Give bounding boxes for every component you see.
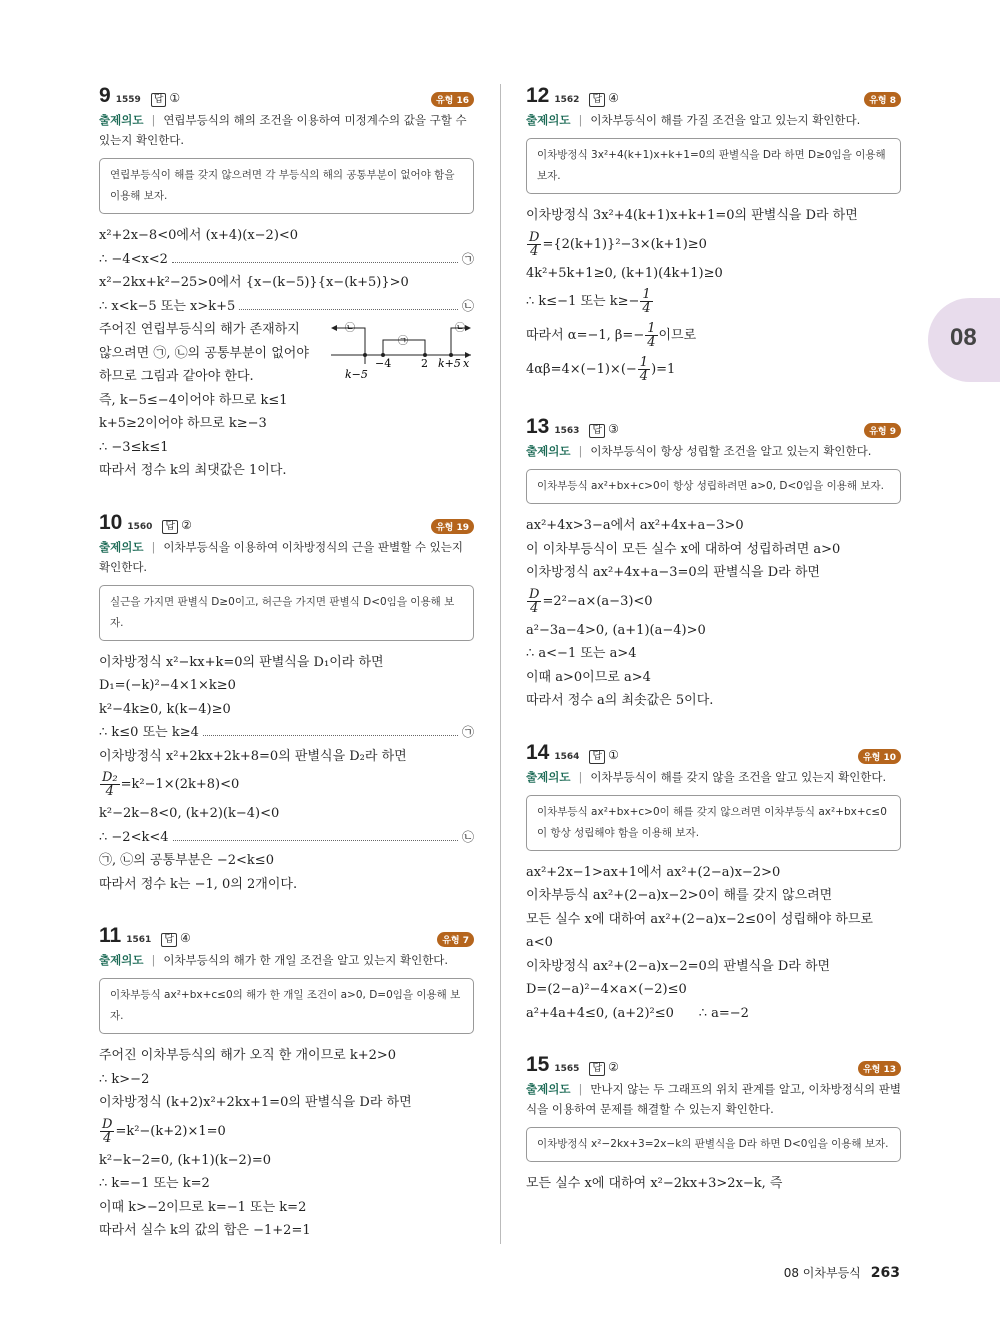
fraction: $\frac{D}{4}$ [529,229,540,259]
sol-line: ax²+2x−1>ax+1에서 ax²+(2−a)x−2>0 [526,864,781,880]
problem-15 [526,1053,901,1196]
problem-number: 9 [99,84,111,107]
fraction: $\frac{1}{4}$ [639,355,649,384]
type-badge: 유형 13 [858,1061,901,1076]
diagram-label: ㉡ [455,323,465,334]
answer-value: ④ [179,931,191,945]
sol-line: ∴ x<k−5 또는 x>k+5 ㉡ [99,295,474,319]
sol-line: 이때 a>0이므로 a>4 [526,669,651,685]
sol-line: 모든 실수 x에 대하여 x²−2kx+3>2x−k, 즉 [526,1176,783,1191]
sol-line: 따라서 α=−1, β=− $\frac{1}{4}$ 이므로 [526,321,697,350]
intent: 출제의도 | 이차부등식이 항상 성립할 조건을 알고 있는지 확인한다. [526,444,872,458]
circle-mark: ㉡ [461,298,474,313]
sol-line: 이차방정식 ax²+4x+a−3=0의 판별식을 D라 하면 [526,565,820,580]
diagram-label: ㉡ [345,323,355,334]
sol-line: $\frac{D}{4}$ ={2(k+1)}²−3×(k+1)≥0 [529,229,707,259]
sol-line: ∴ a<−1 또는 a>4 [526,646,637,661]
problem-id: 1560 [127,521,153,532]
hint-box: 실근을 가지면 판별식 D≥0이고, 허근을 가지면 판별식 D<0임을 이용해 보자. [99,585,474,641]
problem-header [526,1053,901,1079]
intent-text: 이차부등식의 해가 한 개일 조건을 알고 있는지 확인한다. [163,953,449,967]
intent: 출제의도 | 만나지 않는 두 그래프의 위치 관계를 알고, 이차방정식의 판별식을 이용하여 문제를 해결할 수 있는지 확인한다. [526,1082,901,1116]
sol-line: 즉, k−5≤−4이어야 하므로 k≤1 [99,392,288,408]
hint-box: 이차부등식 ax²+bx+c>0이 항상 성립하려면 a>0, D<0임을 이용해 보자. [526,469,901,504]
sol-line: a²−3a−4>0, (a+1)(a−4)>0 [526,622,706,638]
intent-text: 연립부등식의 해의 조건을 이용하여 미정계수의 값을 구할 수 있는지 확인한다. [99,113,467,147]
answer-mark: 답 [589,93,605,107]
problem-id: 1564 [554,751,580,762]
type-badge: 유형 10 [858,749,901,764]
problem-10 [99,511,474,897]
problem-header [526,741,901,767]
sol-line: 이때 k>−2이므로 k=−1 또는 k=2 [99,1199,307,1215]
tick-label: k+5 [438,357,461,370]
sol-line: $\frac{D}{4}$ =2²−a×(a−3)<0 [529,586,653,616]
intent-text: 이차부등식이 해를 가질 조건을 알고 있는지 확인한다. [590,113,861,127]
problem-header [99,84,474,110]
intent: 출제의도 | 이차부등식이 해를 갖지 않을 조건을 알고 있는지 확인한다. [526,769,887,784]
intent-text: 이차부등식이 해를 갖지 않을 조건을 알고 있는지 확인한다. [590,769,887,784]
problem-13 [526,415,901,713]
sol-line: 4k²+5k+1≥0, (k+1)(4k+1)≥0 [526,265,723,281]
page-number: 263 [870,1265,900,1281]
intent-label: 출제의도 [99,113,144,127]
sol-line: 따라서 정수 k의 최댓값은 1이다. [99,463,287,478]
intent: 출제의도 | 이차부등식을 이용하여 이차방정식의 근을 판별할 수 있는지 확인한다. [99,539,463,574]
problem-header [99,924,474,950]
sol-line: 이 이차부등식이 모든 실수 x에 대하여 성립하려면 a>0 [526,541,841,557]
problem-id: 1561 [126,935,152,945]
problem-id: 1563 [554,426,580,436]
intent-label: 출제의도 [526,113,571,127]
sol-line: k²−k−2=0, (k+1)(k−2)=0 [99,1152,271,1168]
chapter-title: 08 이차부등식 [783,1266,861,1280]
sol-line: 따라서 실수 k의 값의 합은 −1+2=1 [99,1223,311,1238]
problem-11 [99,924,474,1243]
sol-line: $\frac{D}{4}$ =k²−(k+2)×1=0 [102,1116,226,1146]
type-badge: 유형 16 [431,92,474,107]
problem-id: 1565 [554,1064,580,1074]
tick-label: k−5 [345,368,368,381]
problem-header [526,415,901,441]
answer-value: ① [169,91,181,105]
fraction: $\frac{\text{D₂}}{4}$ [102,770,118,799]
hint-box: 이차방정식 x²−2kx+3=2x−k의 판별식을 D라 하면 D<0임을 이용해 보자. [526,1127,901,1162]
problem-id: 1559 [115,95,141,105]
problem-number: 14 [526,740,550,764]
sol-line: ax²+4x>3−a에서 ax²+4x+a−3>0 [526,518,744,533]
sol-line: x²+2x−8<0에서 (x+4)(x−2)<0 [99,228,299,243]
problem-header [99,511,474,537]
type-badge: 유형 9 [864,423,901,438]
problem-number: 11 [99,924,122,947]
problem-12 [526,84,901,387]
hint-box: 연립부등식이 해를 갖지 않으려면 각 부등식의 해의 공통부분이 없어야 함을 이용해 보자. [99,158,474,214]
sol-line: a<0 [526,935,553,950]
type-badge: 유형 8 [864,92,901,107]
intent-text: 이차부등식을 이용하여 이차방정식의 근을 판별할 수 있는지 확인한다. [99,539,463,574]
answer-mark: 답 [589,750,605,764]
sol-line: 이차방정식 x²+2kx+2k+8=0의 판별식을 D₂라 하면 [99,748,407,764]
problem-number: 15 [526,1053,550,1076]
sol-line: 주어진 연립부등식의 해가 존재하지 [99,322,300,337]
sol-line: 이차부등식 ax²+(2−a)x−2>0이 해를 갖지 않으려면 [526,888,833,903]
answer-value: ③ [608,422,619,436]
sol-line: 이차방정식 ax²+(2−a)x−2=0의 판별식을 D라 하면 [526,958,831,974]
number-line-diagram [329,320,474,390]
type-badge: 유형 19 [431,519,474,534]
sol-line: D=(2−a)²−4×a×(−2)≤0 [526,982,687,997]
intent-label: 출제의도 [526,444,571,458]
left-column [99,84,474,1243]
sol-line: x²−2kx+k²−25>0에서 {x−(k−5)}{x−(k+5)}>0 [99,275,409,290]
sol-line: 모든 실수 x에 대하여 ax²+(2−a)x−2≤0이 성립해야 하므로 [526,911,873,927]
answer-mark: 답 [589,424,605,438]
tick-label: 2 [421,357,428,370]
axis-label: x [463,357,470,370]
problem-id: 1562 [554,95,580,105]
intent-label: 출제의도 [99,953,144,967]
diagram-label: ㉠ [398,336,408,347]
answer-value: ④ [608,91,619,105]
problem-header [526,84,901,110]
intent-label: 출제의도 [99,539,144,554]
sol-line: 하므로 그림과 같아야 한다. [99,369,254,384]
fraction: $\frac{1}{4}$ [642,287,651,316]
problem-14 [526,741,901,1026]
answer-mark: 답 [161,933,177,947]
intent-text: 만나지 않는 두 그래프의 위치 관계를 알고, 이차방정식의 판별식을 이용하여 문제를 해결할 수 있는지 확인한다. [526,1082,901,1116]
intent-text: 이차부등식이 항상 성립할 조건을 알고 있는지 확인한다. [590,444,872,458]
sol-line: ∴ −3≤k≤1 [99,439,169,455]
intent: 출제의도 | 연립부등식의 해의 조건을 이용하여 미정계수의 값을 구할 수 있는지 확인한다. [99,113,467,147]
sol-line: ∴ −2<k<4 ㉡ [99,826,474,850]
sol-line: D₁=(−k)²−4×1×k≥0 [99,678,236,693]
answer-value: ② [181,517,192,532]
intent: 출제의도 | 이차부등식의 해가 한 개일 조건을 알고 있는지 확인한다. [99,953,449,967]
fraction: $\frac{D}{4}$ [529,586,540,616]
answer-value: ① [608,747,619,762]
chapter-number: 08 [950,324,977,351]
answer-mark: 답 [151,93,167,107]
problem-number: 13 [526,415,550,438]
sol-line: 이차방정식 x²−kx+k=0의 판별식을 D₁이라 하면 [99,654,384,670]
fraction: $\frac{1}{4}$ [647,321,656,350]
sol-line: 이차방정식 3x²+4(k+1)x+k+1=0의 판별식을 D라 하면 [526,208,858,223]
circle-mark: ㉠ [461,251,474,266]
sol-line: 주어진 이차부등식의 해가 오직 한 개이므로 k+2>0 [99,1048,397,1063]
right-column [526,84,901,1196]
hint-box: 이차방정식 3x²+4(k+1)x+k+1=0의 판별식을 D라 하면 D≥0임을 이용해 보자. [526,138,901,194]
chapter-side-tab[interactable] [928,298,1000,382]
circle-mark: ㉠ [461,725,474,739]
sol-line: ∴ k≤0 또는 k≥4 ㉠ [99,721,474,745]
sol-line: ∴ k≤−1 또는 k≥− $\frac{1}{4}$ [526,287,651,316]
type-badge: 유형 7 [437,932,474,947]
problem-number: 12 [526,84,550,107]
answer-mark: 답 [162,520,178,534]
hint-box: 이차부등식 ax²+bx+c>0이 해를 갖지 않으려면 이차부등식 ax²+bx+c≤0이 항상 성립해야 함을 이용해 보자. [526,795,901,851]
fraction: $\frac{D}{4}$ [102,1116,113,1146]
column-divider [500,84,501,1244]
circle-mark: ㉡ [461,829,474,844]
sol-line: 따라서 정수 k는 −1, 0의 2개이다. [99,876,298,892]
diagram-block [99,318,474,389]
sol-line: k²−4k≥0, k(k−4)≥0 [99,701,231,717]
problem-9 [99,84,474,483]
sol-line: k²−2k−8<0, (k+2)(k−4)<0 [99,806,280,821]
intent-label: 출제의도 [526,1082,571,1096]
sol-line: 않으려면 ㉠, ㉡의 공통부분이 없어야 [99,345,309,361]
page-footer [784,1264,900,1281]
intent: 출제의도 | 이차부등식이 해를 가질 조건을 알고 있는지 확인한다. [526,113,861,127]
sol-line: a²+4a+4≤0, (a+2)²≤0 ∴ a=−2 [526,1005,749,1021]
sol-line: ∴ k=−1 또는 k=2 [99,1176,210,1191]
answer-value: ② [608,1060,619,1074]
sol-line: k+5≥2이어야 하므로 k≥−3 [99,416,267,431]
sol-line: 이차방정식 (k+2)x²+2kx+1=0의 판별식을 D라 하면 [99,1095,412,1110]
hint-box: 이차부등식 ax²+bx+c≤0의 해가 한 개일 조건이 a>0, D=0임을 이용해 보자. [99,978,474,1034]
sol-line: ∴ k>−2 [99,1071,150,1087]
sol-line: ∴ −4<x<2 ㉠ [99,248,474,272]
problem-number: 10 [99,510,123,534]
sol-line: ㉠, ㉡의 공통부분은 −2<k≤0 [99,853,274,868]
sol-line: $\frac{\text{D₂}}{4}$ =k²−1×(2k+8)<0 [102,770,240,799]
tick-label: −4 [375,357,392,370]
sol-line: 따라서 정수 a의 최솟값은 5이다. [526,693,714,708]
answer-mark: 답 [589,1062,605,1076]
sol-line: 4αβ=4×(−1)×(− $\frac{1}{4}$ )=1 [526,355,676,384]
intent-label: 출제의도 [526,769,571,784]
